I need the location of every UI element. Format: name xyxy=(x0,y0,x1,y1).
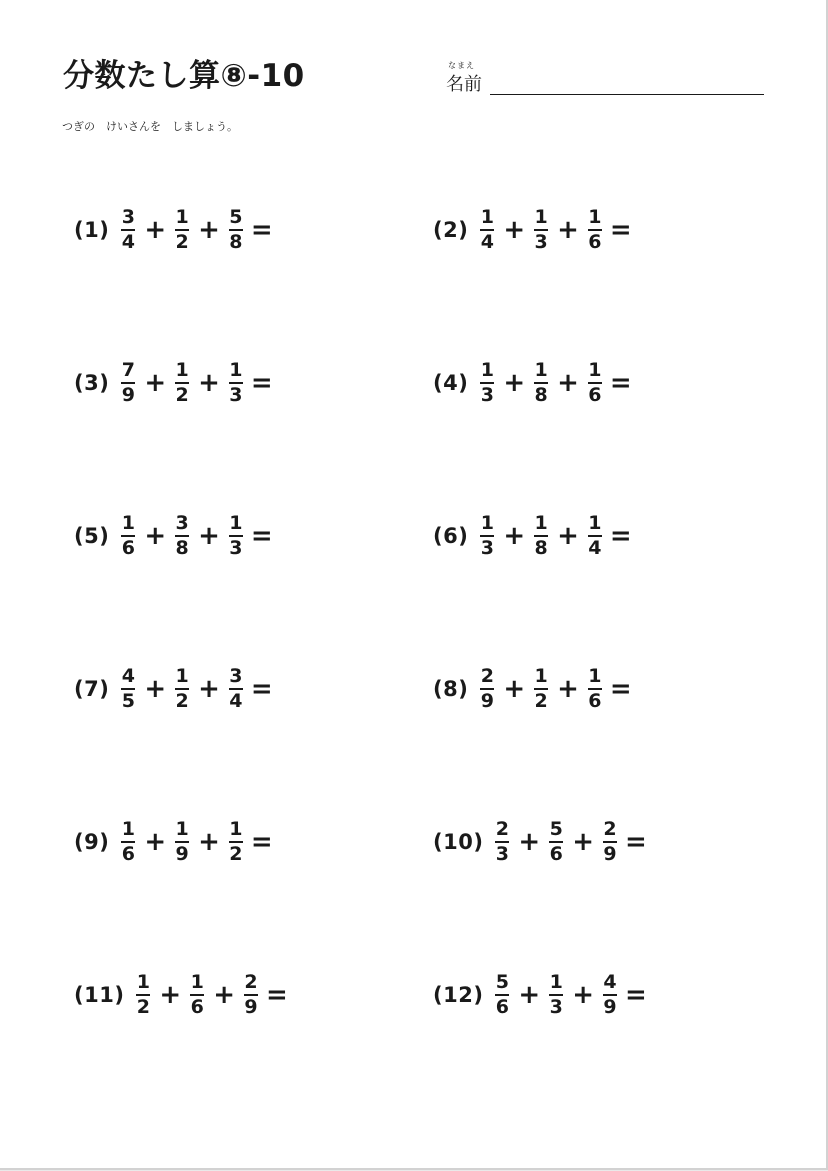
equals-sign: = xyxy=(250,674,273,704)
problem-number: (2) xyxy=(433,218,469,242)
problem-3 xyxy=(74,356,273,410)
numerator: 1 xyxy=(588,665,602,687)
problem-5 xyxy=(74,509,273,563)
fraction xyxy=(175,207,189,253)
problem-number: (12) xyxy=(433,983,484,1007)
denominator: 8 xyxy=(534,537,548,559)
problem-6 xyxy=(433,509,632,563)
denominator: 9 xyxy=(603,843,617,865)
fraction xyxy=(603,819,617,865)
problem-number: (7) xyxy=(74,677,110,701)
numerator: 1 xyxy=(136,971,151,993)
numerator: 5 xyxy=(549,818,563,840)
fraction xyxy=(175,513,189,559)
denominator: 4 xyxy=(229,690,243,712)
plus-sign: + xyxy=(144,674,167,704)
numerator: 1 xyxy=(588,206,602,228)
denominator: 6 xyxy=(549,843,563,865)
denominator: 8 xyxy=(175,537,189,559)
fraction xyxy=(121,360,135,406)
denominator: 6 xyxy=(588,690,602,712)
denominator: 3 xyxy=(534,231,548,253)
numerator: 1 xyxy=(190,971,204,993)
problem-9 xyxy=(74,815,273,869)
denominator: 9 xyxy=(175,843,189,865)
fraction xyxy=(588,360,602,406)
fraction xyxy=(588,207,602,253)
plus-sign: + xyxy=(503,215,526,245)
numerator: 2 xyxy=(603,818,617,840)
fraction xyxy=(121,207,135,253)
name-ruby: なまえ xyxy=(448,61,475,70)
denominator: 2 xyxy=(175,384,189,406)
denominator: 8 xyxy=(229,231,243,253)
denominator: 3 xyxy=(480,537,494,559)
fraction xyxy=(549,972,563,1018)
plus-sign: + xyxy=(572,980,595,1010)
denominator: 6 xyxy=(588,231,602,253)
fraction xyxy=(229,360,243,406)
plus-sign: + xyxy=(144,521,167,551)
fraction xyxy=(588,666,602,712)
numerator: 2 xyxy=(480,665,494,687)
numerator: 1 xyxy=(588,359,602,381)
name-label: 名前 xyxy=(446,74,482,95)
problem-grid xyxy=(74,0,774,1168)
equals-sign: = xyxy=(250,215,273,245)
fraction xyxy=(549,819,563,865)
fraction xyxy=(229,819,243,865)
plus-sign: + xyxy=(144,827,167,857)
problem-number: (4) xyxy=(433,371,469,395)
equals-sign: = xyxy=(609,215,632,245)
plus-sign: + xyxy=(198,521,220,551)
instruction-text: つぎの けいさんを しましょう。 xyxy=(62,120,238,133)
denominator: 4 xyxy=(588,537,602,559)
equals-sign: = xyxy=(266,980,288,1010)
plus-sign: + xyxy=(144,368,167,398)
numerator: 1 xyxy=(534,206,548,228)
plus-sign: + xyxy=(503,521,526,551)
denominator: 2 xyxy=(175,231,189,253)
problem-number: (9) xyxy=(74,830,110,854)
equals-sign: = xyxy=(625,827,647,857)
numerator: 1 xyxy=(534,512,548,534)
numerator: 1 xyxy=(534,359,548,381)
equals-sign: = xyxy=(609,674,632,704)
numerator: 7 xyxy=(121,359,135,381)
numerator: 1 xyxy=(480,206,494,228)
fraction xyxy=(480,360,494,406)
problem-10 xyxy=(433,815,647,869)
denominator: 8 xyxy=(534,384,548,406)
problem-8 xyxy=(433,662,632,716)
denominator: 3 xyxy=(229,384,243,406)
denominator: 6 xyxy=(121,537,135,559)
plus-sign: + xyxy=(557,521,579,551)
fraction xyxy=(534,513,548,559)
fraction xyxy=(229,513,243,559)
denominator: 3 xyxy=(480,384,494,406)
equals-sign: = xyxy=(250,368,273,398)
plus-sign: + xyxy=(144,215,167,245)
fraction xyxy=(229,207,243,253)
denominator: 2 xyxy=(229,843,243,865)
plus-sign: + xyxy=(503,674,526,704)
plus-sign: + xyxy=(503,368,526,398)
denominator: 6 xyxy=(190,996,204,1018)
denominator: 3 xyxy=(229,537,243,559)
fraction xyxy=(588,513,602,559)
fraction xyxy=(121,819,135,865)
fraction xyxy=(121,666,135,712)
problem-4 xyxy=(433,356,632,410)
problem-number: (1) xyxy=(74,218,110,242)
denominator: 2 xyxy=(534,690,548,712)
numerator: 4 xyxy=(603,971,617,993)
problem-2 xyxy=(433,203,632,257)
fraction xyxy=(121,513,135,559)
equals-sign: = xyxy=(250,521,273,551)
fraction xyxy=(534,360,548,406)
numerator: 1 xyxy=(588,512,602,534)
denominator: 5 xyxy=(121,690,135,712)
problem-1 xyxy=(74,203,273,257)
numerator: 5 xyxy=(229,206,243,228)
numerator: 1 xyxy=(549,971,563,993)
numerator: 5 xyxy=(495,971,510,993)
denominator: 6 xyxy=(121,843,135,865)
numerator: 2 xyxy=(244,971,258,993)
problem-11 xyxy=(74,968,288,1022)
fraction xyxy=(175,360,189,406)
numerator: 3 xyxy=(121,206,135,228)
numerator: 4 xyxy=(121,665,135,687)
denominator: 9 xyxy=(244,996,258,1018)
plus-sign: + xyxy=(213,980,236,1010)
numerator: 1 xyxy=(175,818,189,840)
plus-sign: + xyxy=(572,827,595,857)
plus-sign: + xyxy=(198,827,220,857)
numerator: 1 xyxy=(480,359,494,381)
plus-sign: + xyxy=(518,980,541,1010)
plus-sign: + xyxy=(557,215,579,245)
numerator: 1 xyxy=(480,512,494,534)
denominator: 4 xyxy=(480,231,494,253)
numerator: 1 xyxy=(229,818,243,840)
equals-sign: = xyxy=(250,827,273,857)
denominator: 9 xyxy=(603,996,617,1018)
numerator: 3 xyxy=(229,665,243,687)
denominator: 4 xyxy=(121,231,135,253)
fraction xyxy=(229,666,243,712)
problem-number: (3) xyxy=(74,371,110,395)
numerator: 1 xyxy=(229,359,243,381)
fraction xyxy=(495,819,509,865)
fraction xyxy=(480,207,494,253)
denominator: 9 xyxy=(480,690,494,712)
denominator: 9 xyxy=(121,384,135,406)
denominator: 2 xyxy=(136,996,151,1018)
problem-number: (5) xyxy=(74,524,110,548)
fraction xyxy=(480,666,494,712)
problem-7 xyxy=(74,662,273,716)
problem-number: (6) xyxy=(433,524,469,548)
plus-sign: + xyxy=(198,215,220,245)
fraction xyxy=(534,207,548,253)
numerator: 3 xyxy=(175,512,189,534)
fraction xyxy=(244,972,258,1018)
plus-sign: + xyxy=(557,368,579,398)
numerator: 1 xyxy=(175,359,189,381)
page-title: 分数たし算⑧-10 xyxy=(63,58,305,94)
fraction xyxy=(136,972,150,1018)
equals-sign: = xyxy=(625,980,647,1010)
plus-sign: + xyxy=(557,674,579,704)
equals-sign: = xyxy=(609,521,632,551)
numerator: 1 xyxy=(534,665,548,687)
plus-sign: + xyxy=(198,674,220,704)
plus-sign: + xyxy=(198,368,220,398)
problem-number: (11) xyxy=(74,983,125,1007)
fraction xyxy=(480,513,494,559)
fraction xyxy=(603,972,617,1018)
numerator: 1 xyxy=(229,512,243,534)
denominator: 3 xyxy=(495,843,510,865)
fraction xyxy=(495,972,509,1018)
fraction xyxy=(190,972,204,1018)
plus-sign: + xyxy=(159,980,182,1010)
numerator: 2 xyxy=(495,818,510,840)
problem-number: (8) xyxy=(433,677,469,701)
equals-sign: = xyxy=(609,368,632,398)
fraction xyxy=(534,666,548,712)
denominator: 3 xyxy=(549,996,563,1018)
numerator: 1 xyxy=(175,206,189,228)
problem-number: (10) xyxy=(433,830,484,854)
fraction xyxy=(175,666,189,712)
plus-sign: + xyxy=(518,827,541,857)
denominator: 6 xyxy=(495,996,510,1018)
numerator: 1 xyxy=(175,665,189,687)
numerator: 1 xyxy=(121,512,135,534)
fraction xyxy=(175,819,189,865)
problem-12 xyxy=(433,968,647,1022)
denominator: 2 xyxy=(175,690,189,712)
numerator: 1 xyxy=(121,818,135,840)
denominator: 6 xyxy=(588,384,602,406)
